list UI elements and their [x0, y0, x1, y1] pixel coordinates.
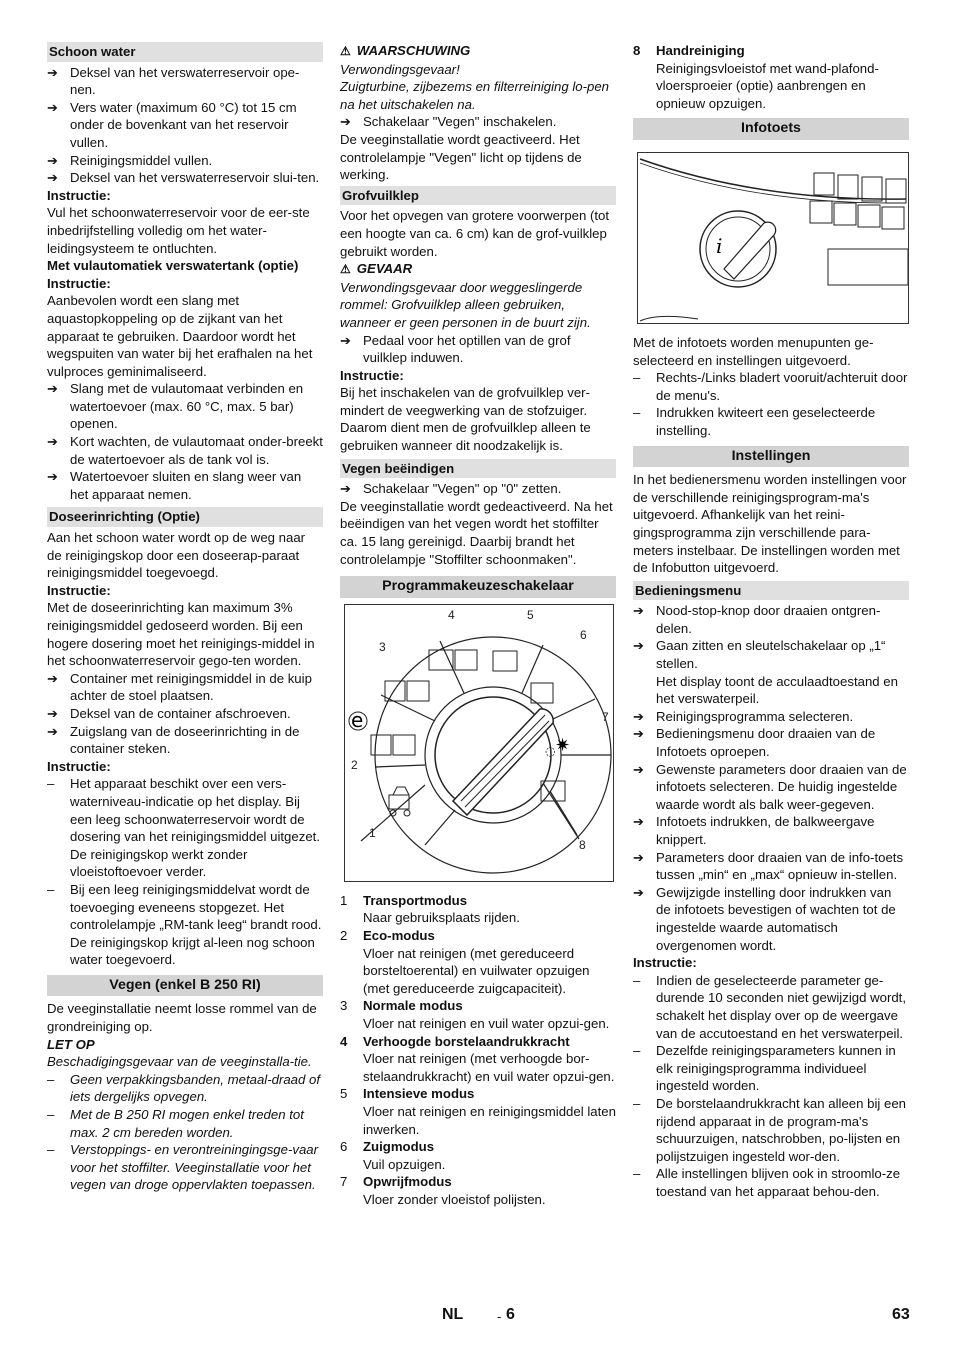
step-item [633, 884, 909, 954]
step-item [633, 761, 909, 814]
dash-item [633, 404, 909, 439]
arrow-icon: ➔ [633, 761, 644, 777]
mode-number: 3 [340, 998, 348, 1014]
control-panel-diagram [638, 153, 908, 323]
section-heading: Bedieningsmenu [633, 581, 909, 601]
dash-marker: – [47, 1071, 55, 1087]
arrow-icon: ➔ [633, 708, 644, 724]
dash-list [47, 1071, 323, 1194]
arrow-icon: ➔ [633, 603, 644, 619]
section-heading: Schoon water [47, 42, 323, 62]
dash-item [633, 1165, 909, 1200]
notice-text: Beschadigingsgevaar van de veeginstalla-tie. [47, 1054, 312, 1070]
dash-item [633, 369, 909, 404]
dash-item [47, 1141, 323, 1194]
item-text: Container met reinigingsmiddel in de kuip achter de stoel plaatsen. [70, 670, 312, 704]
item-text: Kort wachten, de vulautomaat onder-breekt de watertoevoer als de tank vol is. [70, 434, 323, 467]
mode-number: 6 [340, 1139, 348, 1155]
step-item [633, 849, 909, 884]
dial-label-6: 6 [580, 627, 587, 642]
dial-label-5: 5 [527, 607, 534, 622]
arrow-icon: ➔ [633, 814, 644, 830]
dash-item [47, 775, 323, 881]
mode-description: Vloer zonder vloeistof polijsten. [363, 1191, 546, 1207]
dash-marker: – [47, 1107, 55, 1123]
section-heading: Instellingen [633, 446, 909, 468]
step-item: ➔ Schakelaar "Vegen" inschakelen. [340, 114, 557, 130]
eco-symbol: e [351, 707, 364, 732]
dash-marker: – [47, 776, 55, 792]
arrow-icon: ➔ [47, 434, 58, 450]
mode-item [340, 892, 616, 927]
mode-item [340, 1033, 616, 1086]
step-list [633, 602, 909, 954]
mode-item [340, 997, 616, 1032]
instruction-label: Instructie: [47, 187, 111, 203]
mode-number: 2 [340, 928, 348, 943]
arrow-icon: ➔ [633, 726, 644, 742]
step-item [47, 670, 323, 705]
step-item [47, 433, 323, 468]
arrow-icon: ➔ [633, 638, 644, 654]
warning-icon: ⚠ [340, 44, 351, 58]
item-text: Gaan zitten en sleutelschakelaar op „1“ stellen. Het display toont de acculaadtoestand en het verswaterpeil. [656, 638, 898, 707]
step-item [47, 64, 323, 99]
dash-item [47, 1106, 323, 1141]
step-item: ➔ Schakelaar "Vegen" op "0" zetten. [340, 481, 562, 497]
section-heading: Infotoets [633, 118, 909, 140]
step-item [47, 380, 323, 433]
mode-title: Transportmodus [363, 892, 468, 908]
mode-description: Naar gebruiksplaats rijden. [363, 910, 520, 926]
mode-5-icon [493, 651, 517, 671]
footer-language: NL [442, 1306, 464, 1323]
dial-label-8: 8 [579, 837, 586, 852]
mode-item [633, 42, 909, 112]
program-dial-diagram [345, 605, 613, 881]
mode-number: 4 [340, 1033, 348, 1049]
dial-knob [435, 697, 556, 815]
program-selector-figure [344, 604, 614, 882]
footer-local-page: 6 [506, 1306, 515, 1323]
item-text: Vers water (maximum 60 °C) tot 15 cm onder de bovenkant van het reservoir vullen. [70, 99, 297, 150]
paragraph: De veeginstallatie neemt losse rommel van de grondreiniging op. [47, 1001, 317, 1035]
instruction-label: Instructie: [633, 955, 697, 971]
mode-7-icon: ✷ [555, 734, 571, 756]
mode-number: 5 [340, 1086, 348, 1102]
arrow-icon: ➔ [47, 381, 58, 397]
footer-separator: - [497, 1309, 502, 1324]
step-list [47, 670, 323, 758]
item-text: Rechts-/Links bladert vooruit/achteruit door de menu's. [656, 370, 908, 403]
paragraph: De veeginstallatie wordt gedeactiveerd. Na het beëindigen van het vegen wordt het stoffilter ca. 15 lang gereinigd. Daarbij brandt het controlelampje "Stoffilter schoonmaken". [340, 498, 613, 567]
step-item [47, 705, 323, 723]
instruction-text: Vul het schoonwaterreservoir voor de eer-ste inbedrijfstelling volledig om het water-leidingsysteem te ontluchten. [47, 205, 310, 256]
warning-text: Zuigturbine, zijbezems en filterreiniging lo-pen na het uitschakelen na. [340, 79, 610, 112]
item-text: Indrukken kwiteert een geselecteerde instelling. [656, 405, 876, 438]
column-middle [340, 42, 616, 1209]
section-heading: Grofvuilklep [340, 186, 616, 206]
danger-text: Verwondingsgevaar door weggeslingerde rommel: Grofvuilklep alleen gebruiken, wanneer er geen personen in de buurt zijn. [340, 279, 591, 330]
step-item: ➔ Pedaal voor het optillen van de grof vuilklep induwen. [340, 332, 571, 366]
item-text: Deksel van het verswaterreservoir ope-nen. [70, 64, 300, 98]
mode-1-icon [389, 787, 409, 809]
item-text: Infotoets indrukken, de balkweergave knippert. [656, 814, 875, 847]
dial-label-4: 4 [448, 607, 455, 622]
step-item [47, 468, 323, 503]
paragraph: Met de infotoets worden menupunten ge-selecteerd en instellingen uitgevoerd. [633, 334, 874, 368]
column-left [47, 42, 323, 1194]
mode-item [340, 1085, 616, 1138]
step-item [47, 152, 323, 170]
step-item [633, 602, 909, 637]
instruction-label: Instructie: [47, 758, 111, 774]
dash-list [633, 972, 909, 1201]
svg-text:◌: ◌ [545, 743, 556, 758]
mode-title: Handreiniging [656, 43, 745, 58]
mode-description: Vloer nat reinigen (met gereduceerd borsteltoerental) en vuilwater opzuigen (met gereduceerde zuigcapaciteit). [363, 945, 590, 996]
instruction-label: Instructie: [47, 275, 111, 291]
step-list [47, 380, 323, 503]
dial-label-7: 7 [602, 709, 609, 724]
mode-6-icon [531, 683, 553, 703]
item-text: Reinigingsmiddel vullen. [70, 152, 213, 168]
section-heading: Programmakeuzeschakelaar [340, 576, 616, 598]
item-text: De borstelaandrukkracht kan alleen bij een rijdend apparaat in de program-ma's schuurzuigen, natschrobben, po-lijsten en polijstzuigen ingesteld wor-den. [656, 1095, 906, 1164]
arrow-icon: ➔ [340, 114, 351, 130]
item-text: Het apparaat beschikt over een vers-waterniveau-indicatie op het display. Bij een leeg schoonwaterreservoir wordt de dosering van het reinigingsmiddel uitgezet. De reinigingskop werkt zonder vloeistoftoevoer verder. [70, 776, 320, 880]
mode-title: Opwrijfmodus [363, 1174, 452, 1190]
paragraph: De veeginstallatie wordt geactiveerd. Het controlelampje "Vegen" licht op tijdens de werking. [340, 131, 582, 183]
dash-marker: – [633, 1166, 641, 1182]
subheading: Met vulautomatiek verswatertank (optie) [47, 258, 299, 274]
dash-item [633, 972, 909, 1042]
dash-list [633, 369, 909, 439]
item-text: Parameters door draaien van de info-toets tussen „min“ en „max“ opnieuw in-stellen. [656, 849, 904, 883]
step-item [47, 723, 323, 758]
mode-list [340, 892, 616, 1209]
arrow-icon: ➔ [47, 170, 58, 186]
item-text: Deksel van het verswaterreservoir slui-ten. [70, 170, 320, 186]
item-text: Reinigingsprogramma selecteren. [656, 708, 854, 724]
step-item [633, 708, 909, 726]
info-icon: i [716, 233, 723, 258]
arrow-icon: ➔ [340, 332, 351, 348]
mode-item [340, 1173, 616, 1208]
dash-item [633, 1095, 909, 1165]
step-item [633, 637, 909, 707]
dash-marker: – [633, 972, 641, 988]
step-list [47, 64, 323, 187]
mode-title: Verhoogde borstelaandrukkracht [363, 1033, 570, 1049]
item-text: Geen verpakkingsbanden, metaal-draad of iets dergelijks opvegen. [70, 1071, 320, 1105]
mode-title: Normale modus [363, 998, 463, 1014]
item-text: Slang met de vulautomaat verbinden en watertoevoer (max. 60 °C, max. 5 bar) openen. [70, 381, 304, 432]
mode-number: 1 [340, 892, 348, 908]
arrow-icon: ➔ [47, 99, 58, 115]
dash-item [47, 1071, 323, 1106]
mode-item [340, 1138, 616, 1173]
item-text: Zuigslang van de doseerinrichting in de container steken. [70, 723, 300, 757]
instruction-label: Instructie: [340, 367, 404, 383]
item-text: Alle instellingen blijven ook in stroomlo-ze toestand van het apparaat behou-den. [656, 1166, 901, 1199]
mode-description: Vloer nat reinigen en vuil water opzui-gen. [363, 1015, 610, 1031]
mode-description: Vloer nat reinigen en reinigingsmiddel laten inwerken. [363, 1103, 616, 1137]
item-text: Met de B 250 RI mogen enkel treden tot max. 2 cm bereden worden. [70, 1107, 304, 1140]
section-heading: Vegen beëindigen [340, 459, 616, 479]
dash-marker: – [47, 881, 55, 897]
arrow-icon: ➔ [47, 152, 58, 168]
mode-item [340, 927, 616, 997]
warning-heading: ⚠ WAARSCHUWING [340, 43, 471, 58]
instruction-label: Instructie: [47, 582, 111, 598]
item-text: Gewijzigde instelling door indrukken van de infotoets bevestigen of wachten tot de ingestelde waarde automatisch overgenomen wordt. [656, 884, 896, 953]
mode-title: Zuigmodus [363, 1139, 435, 1155]
infotoets-figure [637, 152, 909, 324]
item-text: Gewenste parameters door draaien van de infotoets selecteren. De huidig ingestelde waarde wordt als balk weer-gegeven. [656, 761, 907, 812]
step-item [633, 813, 909, 848]
mode-description: Vuil opzuigen. [363, 1156, 446, 1172]
dash-item [47, 881, 323, 969]
dash-marker: – [633, 1095, 641, 1111]
arrow-icon: ➔ [340, 481, 351, 497]
instruction-text: Met de doseerinrichting kan maximum 3% reinigingsmiddel gedoseerd worden. Bij een hogere dosering moet het reinigings-middel in het schoonwaterreservoir gego-ten worden. [47, 600, 315, 669]
paragraph: In het bedienersmenu worden instellingen voor de verschillende reinigingsprogram-ma's uitgevoerd. Afhankelijk van het reini-gingsprogramma zijn verschillende para-meters instelbaar. De instellingen worden met de Infobutton uitgevoerd. [633, 472, 907, 576]
info-knob [700, 211, 776, 287]
step-item [47, 99, 323, 152]
item-text: Nood-stop-knop door draaien ontgren-delen. [656, 603, 881, 636]
dash-list [47, 775, 323, 969]
mode-title: Eco-modus [363, 928, 435, 943]
arrow-icon: ➔ [47, 670, 58, 686]
dash-marker: – [633, 1043, 641, 1059]
mode-description: Vloer nat reinigen (met verhoogde bor-stelaandrukkracht) en vuil water opzui-gen. [363, 1051, 615, 1084]
notice-label: LET OP [47, 1036, 95, 1052]
dial-label-2: 2 [351, 757, 358, 772]
arrow-icon: ➔ [47, 64, 58, 80]
mode-description: Reinigingsvloeistof met wand-plafond-vloersproeier (optie) aanbrengen en opnieuw opzuigen. [656, 60, 879, 111]
item-text: Bedieningsmenu door draaien van de Infotoets oproepen. [656, 726, 876, 760]
danger-heading: ⚠ GEVAAR [340, 261, 413, 277]
dial-label-1: 1 [369, 825, 376, 840]
mode-2-icon [371, 735, 391, 755]
arrow-icon: ➔ [47, 469, 58, 485]
section-heading: Vegen (enkel B 250 RI) [47, 975, 323, 997]
dash-marker: – [47, 1142, 55, 1158]
dash-marker: – [633, 370, 641, 386]
arrow-icon: ➔ [633, 849, 644, 865]
item-text: Bij een leeg reinigingsmiddelvat wordt de toevoeging eveneens stopgezet. Het controlelampje „RM-tank leeg“ brandt rood. De reinigingskop krijgt al-leen nog schoon water toegevoerd. [70, 881, 322, 968]
section-heading: Doseerinrichting (Optie) [47, 507, 323, 527]
dash-marker: – [633, 405, 641, 421]
paragraph: Aan het schoon water wordt op de weg naar de reinigingskop door een doseerap-paraat reinigingsmiddel toegevoegd. [47, 530, 306, 581]
step-item [633, 725, 909, 760]
arrow-icon: ➔ [47, 723, 58, 739]
page-number: 63 [892, 1306, 910, 1323]
dash-item [633, 1042, 909, 1095]
dial-label-3: 3 [379, 639, 386, 654]
arrow-icon: ➔ [47, 705, 58, 721]
arrow-icon: ➔ [633, 884, 644, 900]
mode-number: 8 [633, 43, 641, 58]
warning-icon: ⚠ [340, 262, 351, 277]
instruction-text: Aanbevolen wordt een slang met aquastopkoppeling op de zijkant van het apparaat te gebruiken. Daardoor wordt het wegspuiten van water bij het erafhalen na het vulproces geminimaliseerd. [47, 293, 313, 379]
column-right [633, 42, 909, 1200]
item-text: Verstoppings- en verontreiningingsge-vaar voor het stoffilter. Veeginstallatie voor het vegen van droge oppervlakten toepassen. [70, 1142, 319, 1193]
paragraph: Voor het opvegen van grotere voorwerpen (tot een hoogte van ca. 6 cm) kan de grof-vuilklep gebruikt worden. [340, 208, 610, 259]
item-text: Watertoevoer sluiten en slang weer van het apparaat nemen. [70, 469, 302, 502]
mode-number: 7 [340, 1174, 348, 1190]
mode-title: Intensieve modus [363, 1086, 475, 1102]
item-text: Dezelfde reinigingsparameters kunnen in elk reinigingsprogramma individueel ingesteld worden. [656, 1043, 896, 1094]
step-item [47, 169, 323, 187]
item-text: Indien de geselecteerde parameter ge-durende 10 seconden niet gewijzigd wordt, schakelt het display over op de weergave van de accutoestand en het verswaterpeil. [656, 972, 906, 1041]
item-text: Deksel van de container afschroeven. [70, 705, 291, 721]
warning-subtitle: Verwondingsgevaar! [340, 61, 460, 77]
instruction-text: Bij het inschakelen van de grofvuilklep ver-mindert de veegwerking van de stofzuiger. Daarom dient men de grofvuilklep alleen te gebruiken wanneer dit noodzakelijk is. [340, 385, 591, 454]
